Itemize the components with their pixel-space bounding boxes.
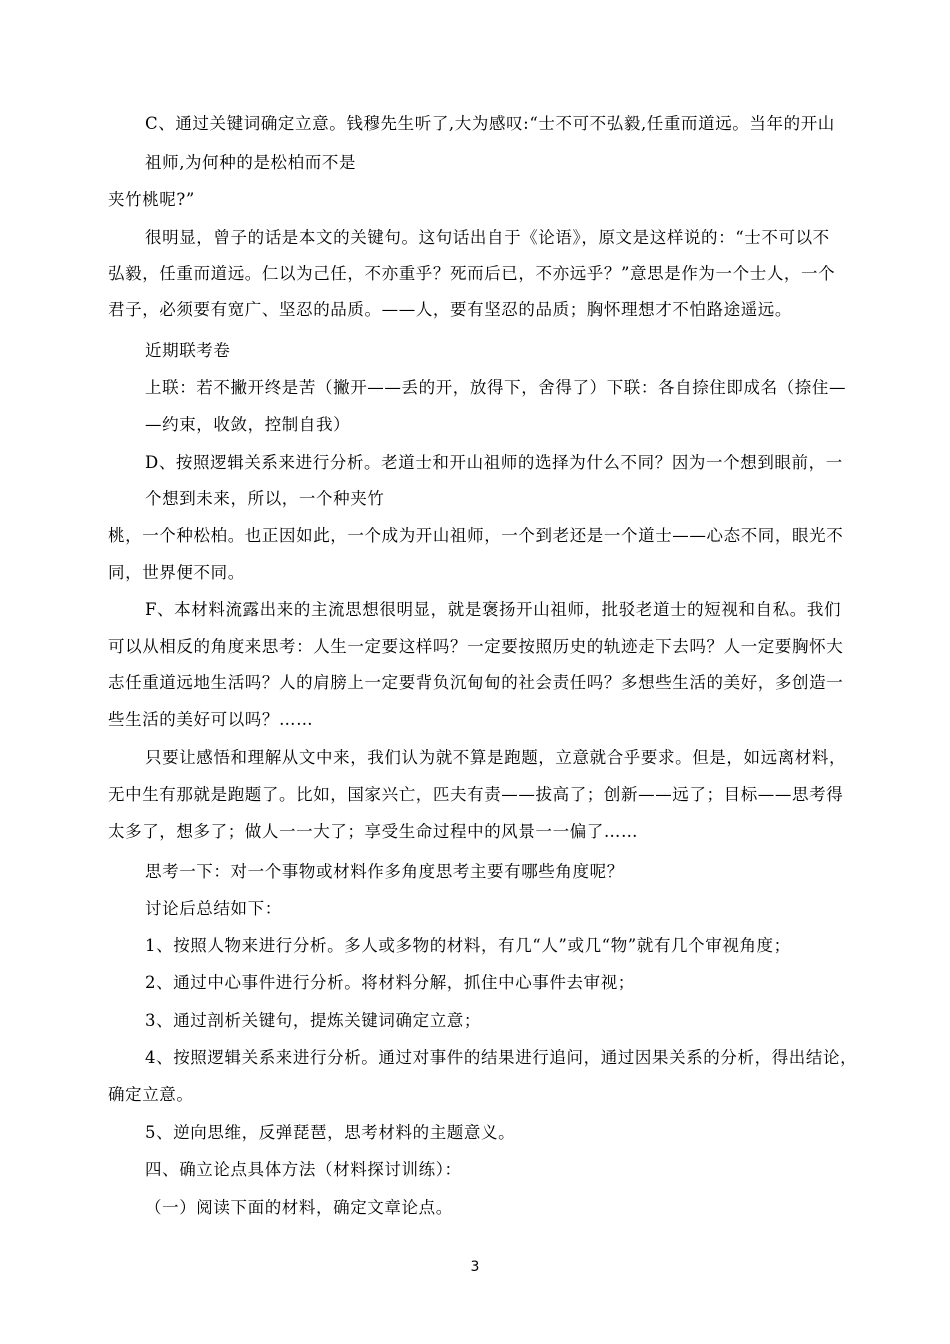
text-line: 近期联考卷 — [145, 341, 231, 360]
text-line: C、通过关键词确定立意。钱穆先生听了,大为感叹:“士不可不弘毅,任重而道远。当年的开山 — [145, 114, 835, 133]
text-line: 讨论后总结如下： — [145, 899, 282, 918]
text-line: 志任重道远地生活吗？人的肩膀上一定要背负沉甸甸的社会责任吗？多想些生活的美好，多创造一 — [108, 673, 844, 692]
text-line: 无中生有那就是跑题了。比如，国家兴亡，匹夫有责——拔高了；创新——远了；目标——思考得 — [108, 785, 844, 804]
text-line: —约束，收敛，控制自我） — [145, 415, 351, 434]
text-line: 3、通过剖析关键句，提炼关键词确定立意； — [145, 1011, 481, 1030]
text-line: 弘毅，任重而道远。仁以为己任，不亦重乎？死而后已，不亦远乎？”意思是作为一个士人，一个 — [108, 264, 836, 283]
text-line: 个想到未来，所以，一个种夹竹 — [145, 489, 385, 508]
text-line: D、按照逻辑关系来进行分析。老道士和开山祖师的选择为什么不同？因为一个想到眼前，一 — [145, 453, 843, 472]
text-line: 四、确立论点具体方法（材料探讨训练）： — [145, 1160, 462, 1179]
text-line: 太多了，想多了；做人一一大了；享受生命过程中的风景一一偏了…… — [108, 822, 639, 841]
text-line: 祖师,为何种的是松柏而不是 — [145, 153, 357, 172]
text-line: 同，世界便不同。 — [108, 563, 245, 582]
text-line: 5、逆向思维，反弹琵琶，思考材料的主题意义。 — [145, 1123, 516, 1142]
text-line: 君子，必须要有宽广、坚忍的品质。——人，要有坚忍的品质；胸怀理想才不怕路途遥远。 — [108, 300, 792, 319]
text-line: 些生活的美好可以吗？…… — [108, 710, 314, 729]
text-line: 1、按照人物来进行分析。多人或多物的材料，有几“人”或几“物”就有几个审视角度； — [145, 936, 791, 955]
text-line: 上联：若不撇开终是苦（撇开——丢的开，放得下，舍得了）下联：各自捺住即成名（捺住— — [145, 378, 847, 397]
text-line: （一）阅读下面的材料，确定文章论点。 — [145, 1198, 453, 1217]
text-line: 很明显，曾子的话是本文的关键句。这句话出自于《论语》，原文是这样说的：“士不可以不 — [145, 228, 830, 247]
text-line: F、本材料流露出来的主流思想很明显，就是褒扬开山祖师，批驳老道士的短视和自私。我们 — [145, 600, 842, 619]
text-line: 确定立意。 — [108, 1085, 194, 1104]
page-number: 3 — [470, 1259, 480, 1275]
text-line: 4、按照逻辑关系来进行分析。通过对事件的结果进行追问，通过因果关系的分析，得出结论， — [145, 1048, 858, 1067]
text-line: 思考一下：对一个事物或材料作多角度思考主要有哪些角度呢？ — [145, 862, 624, 881]
text-line: 可以从相反的角度来思考：人生一定要这样吗？一定要按照历史的轨迹走下去吗？人一定要胸怀大 — [108, 637, 844, 656]
text-line: 2、通过中心事件进行分析。将材料分解，抓住中心事件去审视； — [145, 973, 635, 992]
text-line: 夹竹桃呢?” — [108, 190, 195, 209]
text-line: 只要让感悟和理解从文中来，我们认为就不算是跑题，立意就合乎要求。但是，如远离材料， — [145, 748, 847, 767]
text-line: 桃，一个种松柏。也正因如此，一个成为开山祖师，一个到老还是一个道士——心态不同，眼光不 — [108, 526, 844, 545]
